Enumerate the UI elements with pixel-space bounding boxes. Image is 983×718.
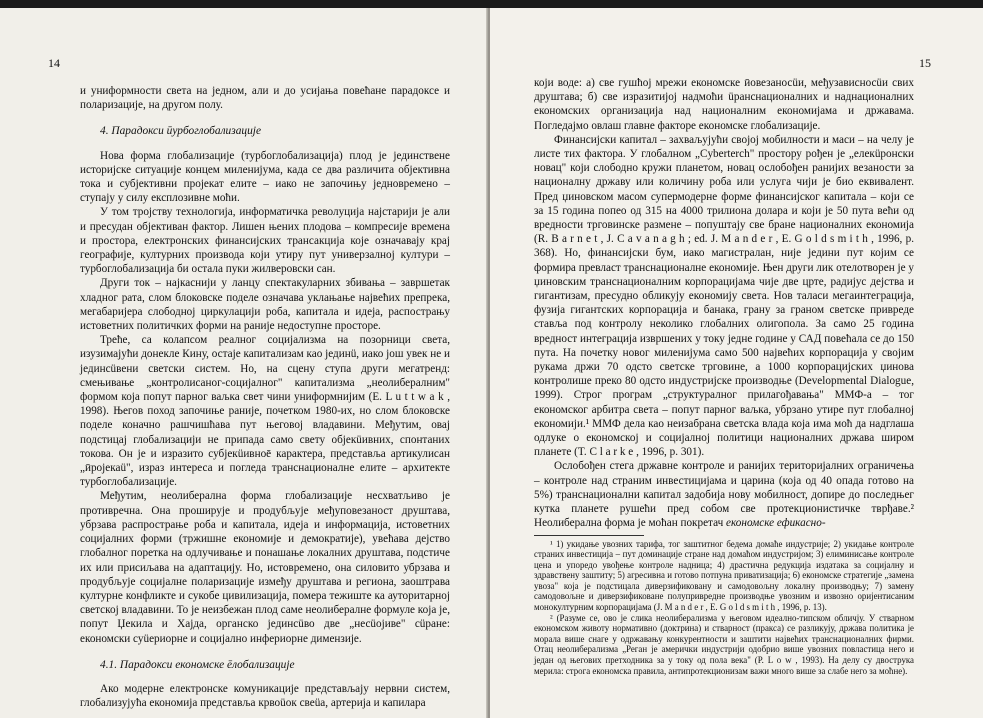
right-page <box>490 8 983 718</box>
paragraph: Међутим, неолиберална форма глобализације несхватљиво је противречна. Она проширује и продубљује међуповезаност друштава, убрзава распрострање роба и капитала, идеја и информација, истоветних социјалних форми (тржишне економије и демократије), увећава дејство глобалног поретка на одлучивање и понашање локалних друштава, подстиче их или присиљава на адаптацију. Но, истовремено, она силовито убрзава и продубљује социјалне поларизације између друштава и региона, заоштрава културне конфликте и сукобе цивилизација, помера тежиште ка ауторитарној светској владавини. То је неизбежан плод саме неолибералне формуле која је, попут Џекила и Хајда, органско јединсüво две „несüојиве" сüране: економски суüериорне и социјално инфериорне димензије. <box>80 490 450 645</box>
paragraph: Треће, са колапсом реалног социјализма на позорници света, изузимајући донекле Кину, остаје капитализам као јединü, иако још увек не и јединсüвени светски систем. Но, на сцену ступа други мегатренд: смењивање „контролисаног-социјалног" капитализма „неолибералним" формом која попут парног ваљка свет чини униформнијим (E. L u t t w a k , 1998). Његов поход започиње раније, почетком 1980-их, но слом блоковске поделе коначно рашчишћава пут његовој владавини. Међутим, овај подстицај глобализацији не припада само свету објекüивних, спонтаних токова. Он је и изразито субјекüивноē карактера, представља артикулисан „ӣројекаü", израз интереса и погледа транснационалне елите – архитекте турбоглобализације. <box>80 334 450 489</box>
paragraph: Финансијски капитал – захваљујући својој мобилности и маси – на челу је листе тих фактора. У глобалном „Cyberterch" простору рођен је „елекüронски новац" који слободно кружи планетом, новац ослобођен ранијих везаности за националну државу или количину роба или услуга чији је био еквивалент. Пред џиновском масом супермодерне форме финансијског капитала – који се за 15 година попео од 315 на 4000 трилиона долара и који је 50 пута већи од вредности трговинске размене – попуштају све бране националних економија (R. B a r n e t , J. C a v a n a g h ; ed. J. M a n d e r , E. G o l d s m i t h , 1996, p. 368). Но, финансијски бум, иако магистралан, није једини пут којим се формира превласт транснационалне економије. Њен други лик отелотворен је у џиновским транснационалним корпорацијама чије две црте, радијус дејства и гигантизам, пресудно обликују економију света. Нов таласи мегаинтеграција, фузија гигантских корпорација и банака, грану за граном светске привреде ставља под контролу неколико глобалних олигопола. За само 25 година вредност интеграција извршених у току једне године у САД повећала се до 150 пута. На почетку новог миленијума само 500 највећих корпорација у својим рукама држи 70 одсто светске трговине, а 1000 корпорацијских џинова контролише преко 80 одсто индустријске производње (Developmental Dialogue, 1999). Строг програм „структуралног прилагођавања" ММФ-а – тог економског арбитра света – попут парног ваљка, убрзано утире пут глобалној економији.¹ ММФ дела као неизабрана светска влада која има моћ да надглаша одлуке о економској и социјалној политици националних држава широм планете (T. C l a r k e , 1996, p. 301). <box>534 133 914 459</box>
paragraph: и униформности света на једном, али и до усијања повећане парадоксе и поларизације, на другом полу. <box>80 85 450 112</box>
page-number: 14 <box>48 56 60 70</box>
paragraph: који воде: а) све гушћој мрежи економске ӣовезаносüи, међузависносüи свих друштава; б) све изразитијој надмоћи üранснационалних и наднационалних економских организација над националним економијама и државама. Погледајмо овлаш главне факторе економске глобализације. <box>534 77 914 132</box>
subsection-heading: 4.1. Парадокси економске ēлобализације <box>100 658 295 671</box>
paragraph: Други ток – најкаснији у ланцу спектакуларних збивања – завршетак хладног рата, слом блоковске поделе означава уклањање највећих препрека, мегабаријера слободној циркулацији роба, капитала и идеја, распострању истоветних политичких форми на раније недоступне просторе. <box>80 277 450 333</box>
paragraph-text: Ослобођен стега државне контроле и ранијих територијалних ограничења – контроле над страним инвестицијама и царина (која од 40 опада готово на 5%) транснационални капитал задобија нову мобилност, допире до последњег кутка планете рушећи пред собом све протекционистичке тврђаве.² Неолиберална форма је моћан покретач <box>534 460 914 530</box>
paragraph <box>534 459 914 530</box>
paragraph: У том тројству технологија, информатичка револуција најстарији је али и пресудан објективан фактор. Лишен њених плодова – компресије времена и простора, електронских финансијских трансакција које означавају крај географије, културних производа који утиру пут универзалној култури – турбоглобализација би остала пуки жилверовски сан. <box>80 206 450 276</box>
footnote: ² (Разуме се, ово је слика неолиберализма у његовом идеално-типском обличју. У стварном економском животу нормативно (доктрина) и стварност (пракса) се разликују, држава политика је морала више снаге у одржавању конкурентности и заштити највећих транснационалних фирми. Отац неолиберализма „Реган је амерички индустрији одобрио више увозних повластица него и један од његових претходника за у току од пола века" (P. L o w , 1993). На делу су двострука мерила: строга економска правила, антипротекционизам важи много више за слабе него за моћне). <box>534 612 914 676</box>
right-page-text <box>534 76 914 676</box>
left-page <box>0 8 488 718</box>
top-border <box>0 0 983 8</box>
footnote: ¹ 1) укидање увозних тарифа, тог заштитног бедема домаће индустрије; 2) укидање контроле страних инвестиција – пут доминације стране над домаћом индустријом; 3) елиминисање контроле цена и упоредо увођење контроле надница; 4) драстична редукција издатака за социјалну и здравствену заштиту; 5) агресивна и готово потпуна приватизација; 6) економске стратегије „замена увоза" која је подстицала диверзификовану и самодовољну локалну производњу; 7) замену самодовољне и диверзификоване полупривредне производње увозним и извозно оријентисаним монокултурним корпорацијама (J. M a n d e r , E. G o l d s m i t h , 1996, p. 13). <box>534 538 914 613</box>
section-heading: 4. Парадокси ӣурбоглобализације <box>100 125 262 138</box>
page-number: 15 <box>919 56 931 70</box>
paragraph: Нова форма глобализације (турбоглобализација) плод је јединствене историјске ситуације концем миленијума, када се два различита објективна тока и субјективни пројекат елите – иако не започињу једновремено – ступају у силу експлозивне моћи. <box>80 149 450 205</box>
paragraph-continuation: економске ефикасно- <box>726 517 826 530</box>
left-page-text <box>80 84 450 710</box>
paragraph: Ако модерне електронске комуникације представљају нервни систем, глобализујућа економија представља крвоüок свеüа, артерија и капилара <box>80 682 450 710</box>
footnote-divider <box>534 535 644 536</box>
